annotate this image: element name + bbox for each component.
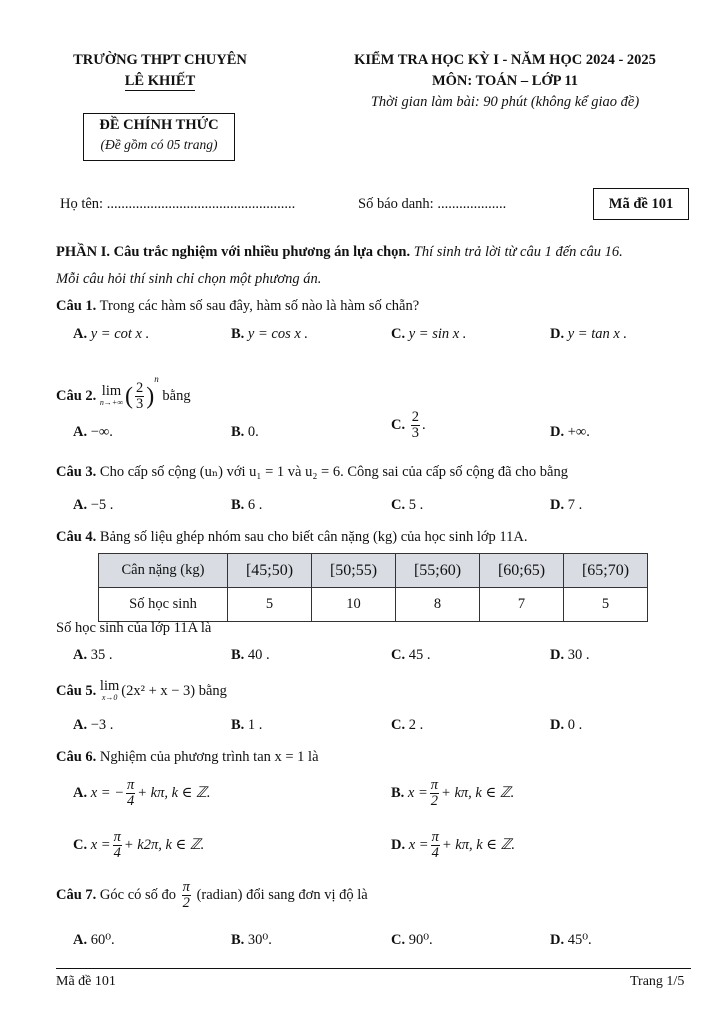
q1-text: Trong các hàm số sau đây, hàm số nào là hàm số chẵn? <box>99 298 420 314</box>
q6-a-den: 4 <box>127 793 135 809</box>
option-letter: C. <box>391 416 406 433</box>
q1-c-text: y = sin x . <box>408 326 467 342</box>
option-letter: D. <box>550 326 565 342</box>
q6-a-post: + kπ, k ∈ ℤ. <box>137 784 211 801</box>
question-3 <box>56 464 568 481</box>
q4-option-d <box>550 647 589 664</box>
q5-d-text: 0 . <box>567 717 583 733</box>
exam-code-box: Mã đề 101 <box>593 188 689 220</box>
q6-d-pre: x = <box>408 836 429 853</box>
q1-d-text: y = tan x . <box>567 326 628 342</box>
exam-title: KIỂM TRA HỌC KỲ I - NĂM HỌC 2024 - 2025 <box>354 52 656 68</box>
q4-c-text: 45 . <box>408 647 431 663</box>
q2-limit: lim n→+∞ <box>99 382 124 407</box>
option-letter: B. <box>231 717 245 733</box>
q6-d-fraction <box>431 830 440 861</box>
pages-note: (Đề gồm có 05 trang) <box>100 137 218 152</box>
q3-b-text: 6 . <box>247 497 263 513</box>
option-letter: D. <box>550 932 565 948</box>
q7-option-a <box>73 932 115 949</box>
option-letter: C. <box>391 497 406 513</box>
exam-duration: Thời gian làm bài: 90 phút (không kể giao đề) <box>370 94 640 110</box>
q5-expr: (2x² + x − 3) <box>121 683 196 699</box>
q3-option-d <box>550 497 582 514</box>
q6-c-num: π <box>113 829 121 845</box>
q4-label: Câu 4. <box>56 529 97 545</box>
q4-option-c <box>391 647 430 664</box>
table-cell: 5 <box>564 588 648 622</box>
option-letter: D. <box>550 647 565 663</box>
q6-d-num: π <box>431 829 439 845</box>
q6-option-d <box>391 830 515 861</box>
option-letter: B. <box>391 784 405 801</box>
q7-option-c <box>391 932 433 949</box>
option-letter: D. <box>550 497 565 513</box>
question-7 <box>56 880 368 911</box>
q2-den: 3 <box>136 396 144 413</box>
q6-b-num: π <box>430 777 439 793</box>
q6-label: Câu 6. <box>56 749 97 765</box>
question-6 <box>56 749 319 766</box>
q2-fraction <box>135 381 144 412</box>
q2-after: bằng <box>162 388 191 404</box>
part1-instruction: Thí sinh trả lời từ câu 1 đến câu 16. <box>413 244 623 260</box>
q4-b-text: 40 . <box>247 647 270 663</box>
q2-option-c: C. $\frac{2}{3}$ . <box>391 409 426 441</box>
option-letter: B. <box>231 497 245 513</box>
q2-option-a <box>73 424 113 441</box>
q5-after: bằng <box>198 683 227 699</box>
q7-label: Câu 7. <box>56 886 97 903</box>
q4-after: Số học sinh của lớp 11A là <box>56 620 212 636</box>
option-letter: B. <box>231 424 245 440</box>
question-4 <box>56 529 527 546</box>
q5-b-text: 1 . <box>247 717 263 733</box>
q2-option-b <box>231 424 259 441</box>
table-row <box>99 588 648 622</box>
option-letter: C. <box>391 647 406 663</box>
q5-option-a <box>73 717 113 734</box>
table-cell: 7 <box>480 588 564 622</box>
student-name-field: Họ tên: .................................................... <box>60 196 296 212</box>
q2-c-num: 2 <box>411 409 419 425</box>
q1-label: Câu 1. <box>56 298 97 314</box>
option-letter: C. <box>391 717 406 733</box>
exam-subject: MÔN: TOÁN – LỚP 11 <box>431 73 579 89</box>
q6-a-num: π <box>127 777 135 793</box>
official-label: ĐỀ CHÍNH THỨC <box>99 117 219 133</box>
q6-c-pre: x = <box>90 836 111 853</box>
q4-option-a <box>73 647 112 664</box>
q5-option-d <box>550 717 582 734</box>
q1-option-d <box>550 326 627 343</box>
q6-option-b <box>391 778 514 809</box>
q6-c-post: + k2π, k ∈ ℤ. <box>123 836 205 853</box>
q6-d-post: + kπ, k ∈ ℤ. <box>441 836 516 853</box>
option-letter: D. <box>550 424 565 440</box>
table-cell: [60;65) <box>480 554 564 588</box>
q6-option-c <box>73 830 204 861</box>
school-name <box>40 50 280 92</box>
q2-option-d <box>550 424 590 441</box>
q1-b-text: y = cos x . <box>247 326 309 342</box>
table-row-head: Cân nặng (kg) <box>99 554 228 588</box>
table-cell: 8 <box>396 588 480 622</box>
q1-option-a <box>73 326 149 343</box>
option-letter: B. <box>231 932 245 948</box>
student-id-field: Số báo danh: ................... <box>358 196 507 212</box>
q6-b-pre: x = <box>407 784 428 801</box>
exam-header <box>330 50 680 113</box>
q6-b-fraction <box>430 778 439 809</box>
q3-d-text: 7 . <box>567 497 583 513</box>
q2-limit-sub: n→+∞ <box>99 397 124 407</box>
q4-a-text: 35 . <box>90 647 113 663</box>
q7-text-pre: Góc có số đo <box>99 886 177 903</box>
table-cell: 10 <box>312 588 396 622</box>
option-letter: A. <box>73 647 88 663</box>
q3-option-c <box>391 497 423 514</box>
option-letter: A. <box>73 717 88 733</box>
q4-d-text: 30 . <box>567 647 590 663</box>
table-cell: 5 <box>228 588 312 622</box>
q7-b-text: 30⁰. <box>247 932 272 948</box>
option-letter: D. <box>391 836 406 853</box>
question-1 <box>56 298 419 315</box>
q7-c-text: 90⁰. <box>408 932 433 948</box>
option-letter: A. <box>73 326 88 342</box>
q2-a-text: −∞. <box>90 424 113 440</box>
q7-den: 2 <box>182 895 190 911</box>
q2-label: Câu 2. <box>56 388 97 404</box>
option-letter: C. <box>391 932 406 948</box>
q6-a-pre: x = − <box>90 784 124 801</box>
question-5 <box>56 676 227 706</box>
part1-title: PHẦN I. Câu trắc nghiệm với nhiều phương án lựa chọn. <box>56 244 411 260</box>
q1-a-text: y = cot x . <box>90 326 150 342</box>
q7-d-text: 45⁰. <box>567 932 592 948</box>
part1-instruction-2: Mỗi câu hỏi thí sinh chỉ chọn một phương án. <box>56 271 322 287</box>
option-letter: A. <box>73 932 88 948</box>
option-letter: C. <box>73 836 88 853</box>
option-letter: B. <box>231 326 245 342</box>
option-letter: A. <box>73 424 88 440</box>
q2-num: 2 <box>136 380 144 397</box>
q6-b-post: + kπ, k ∈ ℤ. <box>441 784 515 801</box>
table-cell: [65;70) <box>564 554 648 588</box>
option-letter: A. <box>73 784 88 801</box>
q2-c-fraction <box>411 410 420 441</box>
q2-b-text: 0. <box>247 424 259 440</box>
school-line2: LÊ KHIẾT <box>124 73 196 89</box>
q6-a-fraction <box>126 778 135 809</box>
q3-option-b <box>231 497 262 514</box>
q6-c-fraction <box>113 830 122 861</box>
q7-fraction <box>182 880 191 911</box>
q7-a-text: 60⁰. <box>90 932 115 948</box>
table-cell: [45;50) <box>228 554 312 588</box>
q2-d-text: +∞. <box>567 424 590 440</box>
option-letter: A. <box>73 497 88 513</box>
q4-option-b <box>231 647 270 664</box>
school-line1: TRƯỜNG THPT CHUYÊN <box>73 52 247 68</box>
q3-c-text: 5 . <box>408 497 424 513</box>
q3-label: Câu 3. <box>56 464 97 480</box>
footer-divider <box>56 968 691 969</box>
q3-a-text: −5 . <box>90 497 114 513</box>
q1-option-b <box>231 326 308 343</box>
table-row <box>99 554 648 588</box>
q6-c-den: 4 <box>113 845 121 861</box>
q6-d-den: 4 <box>431 845 439 861</box>
q2-exp: n <box>154 374 159 384</box>
q5-option-b <box>231 717 262 734</box>
q5-label: Câu 5. <box>56 683 97 699</box>
option-letter: D. <box>550 717 565 733</box>
option-letter: C. <box>391 326 406 342</box>
q6-option-a <box>73 778 210 809</box>
q2-c-den: 3 <box>411 425 419 441</box>
official-box <box>83 113 235 161</box>
q5-limit-sub: x→0 <box>101 692 118 702</box>
q6-b-den: 2 <box>430 793 439 809</box>
q6-text: Nghiệm của phương trình tan x = 1 là <box>99 749 319 765</box>
q5-c-text: 2 . <box>408 717 424 733</box>
table-cell: [50;55) <box>312 554 396 588</box>
option-letter: B. <box>231 647 245 663</box>
q1-option-c <box>391 326 466 343</box>
q5-limit: lim x→0 <box>99 677 120 702</box>
q7-option-d <box>550 932 592 949</box>
q5-option-c <box>391 717 423 734</box>
q7-num: π <box>182 879 190 895</box>
footer-page-number: Trang 1/5 <box>630 974 685 989</box>
table-cell: [55;60) <box>396 554 480 588</box>
q5-a-text: −3 . <box>90 717 114 733</box>
q7-option-b <box>231 932 272 949</box>
q4-text: Bảng số liệu ghép nhóm sau cho biết cân nặng (kg) của học sinh lớp 11A. <box>99 529 528 545</box>
footer-exam-code: Mã đề 101 <box>56 974 116 989</box>
part1-heading <box>56 244 623 261</box>
grouped-data-table <box>98 553 648 622</box>
q7-text-post: (radian) đổi sang đơn vị độ là <box>196 886 368 903</box>
q3-text: Cho cấp số cộng (uₙ) với u₁ = 1 và u₂ = 6. Công sai của cấp số cộng đã cho bằng <box>99 464 568 480</box>
question-2: Câu 2. lim n→+∞ ( $\frac{2}{3}$ )$^n$ bằng <box>56 374 191 413</box>
q3-option-a <box>73 497 113 514</box>
table-row-head: Số học sinh <box>99 588 228 622</box>
